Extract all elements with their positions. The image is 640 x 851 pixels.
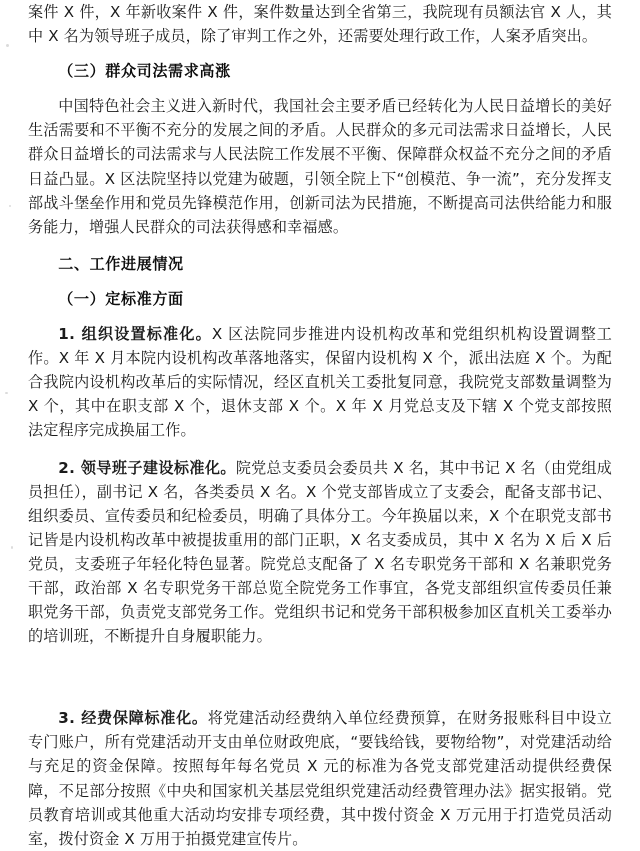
- paragraph-item-1-body: X 区法院同步推进内设机构改革和党组织机构设置调整工作。X 年 X 月本院内设机构改革落地落实，保留内设机构 X 个，派出法庭 X 个。为配合我院内设机构改革后的实际情况，经区直机关工委批复同意，我院党支部数量调整为 X 个，其中在职支部 X 个，退休支部 X 个。X 年 X 月党总支及下辖 X 个党支部按照法定程序完成换届工作。: [28, 325, 612, 440]
- paragraph-item-3-lead: 3. 经费保障标准化。: [58, 709, 208, 728]
- paragraph-item-3-body: 将党建活动经费纳入单位经费预算，在财务报账科目中设立专门账户，所有党建活动开支由单位财政兜底，“要钱给钱，要物给物”，对党建活动给与充足的资金保障。按照每年每名党员 X 元的标准为各党支部党建活动提供经费保障，不足部分按照《中央和国家机关基层党组织党建活动经费管理办法》据实报销。党员教育培训或其他重大活动均安排专项经费，其中拨付资金 X 万元用于打造党员活动室，拨付资金 X 万用于拍摄党建宣传片。: [28, 709, 612, 848]
- paragraph-item-1-lead: 1. 组织设置标准化。: [58, 325, 212, 344]
- paragraph-carryover: 案件 X 件，X 年新收案件 X 件，案件数量达到全省第三，我院现有员额法官 X 人，其中 X 名为领导班子成员，除了审判工作之外，还需要处理行政工作，人案矛盾突出。: [28, 3, 612, 46]
- paragraph-item-2-lead: 2. 领导班子建设标准化。: [58, 458, 236, 477]
- paragraph-judicial-demand: 中国特色社会主义进入新时代，我国社会主要矛盾已经转化为人民日益增长的美好生活需要和不平衡不充分的发展之间的矛盾。人民群众的多元司法需求日益增长，人民群众日益增长的司法需求与人民法院工作发展不平衡、保障群众权益不充分之间的矛盾日益凸显。X 区法院坚持以党建为破题，引领全院上下“创模范、争一流”，充分发挥支部战斗堡垒作用和党员先锋模范作用，创新司法为民措施，不断提高司法供给能力和服务能力，增强人民群众的司法获得感和幸福感。: [28, 97, 612, 236]
- paragraph-spacer: [28, 443, 612, 456]
- scan-speck: [11, 546, 13, 549]
- paragraph-gap-large: [28, 648, 612, 706]
- scan-speck: [9, 205, 11, 207]
- paragraph-item-3: [28, 706, 612, 851]
- heading-section-two: 二、工作进展情况: [58, 254, 184, 273]
- paragraph-spacer: [28, 239, 612, 252]
- paragraph-item-1: [28, 322, 612, 442]
- paragraph-item-2-body: 院党总支委员会委员共 X 名，其中书记 X 名（由党组成员担任），副书记 X 名，各类委员 X 名。X 个党支部皆成立了支委会，配备支部书记、组织委员、宣传委员和纪检委员，明确了具体分工。今年换届以来，X 个在职党支部书记皆是内设机构改革中被提拔重用的部门正职，X 名支委成员，其中 X 名为 X 后 X 后党员，支委班子年轻化特色显著。院党总支配备了 X 名专职党务干部和 X 名兼职党务干部，政治部 X 名专职党务干部总览全院党务工作事宜，各党支部组织宣传委员任兼职党务干部，负责党支部党务工作。党组织书记和党务干部积极参加区直机关工委举办的培训班，不断提升自身履职能力。: [28, 458, 612, 646]
- heading-subsection-three: （三）群众司法需求高涨: [58, 62, 231, 81]
- scan-speck: [5, 392, 8, 394]
- paragraph-spacer: [28, 276, 612, 287]
- paragraph-spacer: [28, 83, 612, 94]
- scan-speck: [6, 44, 9, 47]
- paragraph-item-2: [28, 456, 612, 649]
- paragraph-spacer: [28, 311, 612, 322]
- document-text-body: [28, 0, 612, 851]
- paragraph-spacer: [28, 48, 612, 59]
- heading-subsection-one: （一）定标准方面: [58, 289, 184, 308]
